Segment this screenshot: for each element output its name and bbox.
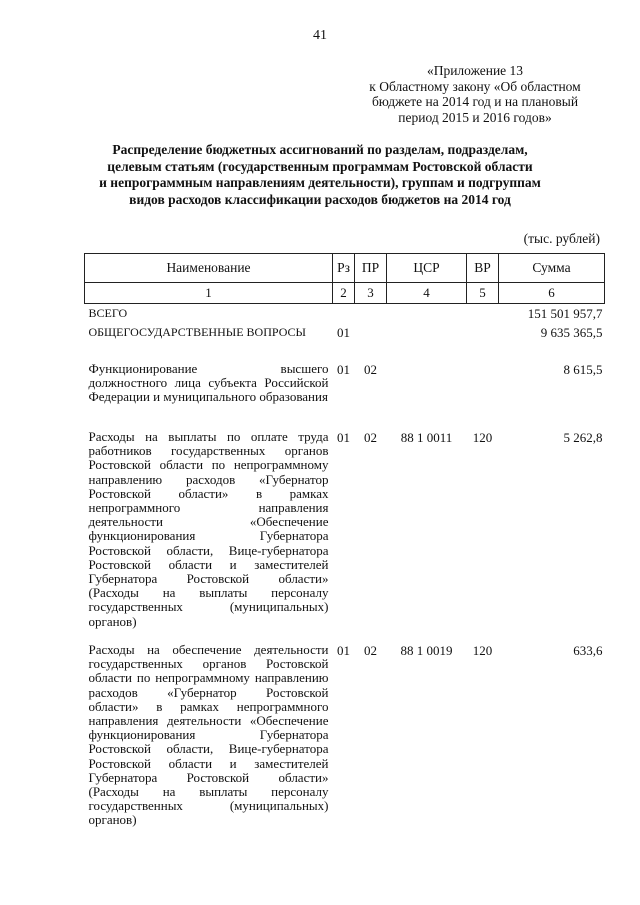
row-csr [387,304,467,324]
table-row [85,304,605,324]
appendix-header [345,63,605,125]
row-name: ОБЩЕГОСУДАРСТВЕННЫЕ ВОПРОСЫ [88,325,306,339]
appendix-line: к Областному закону «Об областном [369,78,581,94]
row-csr: 88 1 0011 [400,430,453,445]
row-vr [467,360,499,428]
row-rz [333,304,355,324]
units-label: (тыс. рублей) [523,231,600,246]
row-pr: 02 [364,430,377,445]
title-line: видов расходов классификации расходов бюджетов на 2014 год [129,191,511,207]
appendix-line: период 2015 и 2016 годов» [398,109,552,125]
header-name: Наименование [85,254,333,283]
row-sum: 151 501 957,7 [527,306,603,321]
row-csr [387,323,467,360]
document-title [60,142,580,208]
row-rz: 01 [337,362,350,377]
row-sum: 5 262,8 [563,430,603,445]
header-number: 1 [85,283,333,304]
header-sum: Сумма [499,254,605,283]
row-pr: 02 [364,362,377,377]
title-line: целевым статьям (государственным программам Ростовской области [107,158,533,174]
budget-table [84,253,605,858]
row-pr [355,323,387,360]
row-sum: 8 615,5 [563,362,603,377]
row-name: Функционирование высшего должностного лица субъекта Российской Федерации и муниципального образования [88,361,329,405]
table-row [85,428,605,641]
header-number: 6 [499,283,605,304]
row-csr [387,360,467,428]
header-number: 2 [333,283,355,304]
row-pr: 02 [364,643,377,658]
title-line: и непрограммным направлениям деятельности), группам и подгруппам [99,175,541,190]
row-name: Расходы на обеспечение деятельности государственных органов Ростовской области по непрограммному направлению расходов «Губернатор Ростовской области» в рамках непрограммного направления деятельности «Обеспечение функционирования Губернатора Ростовской области, Вице-губернатора Ростовской области и заместителей Губернатора Ростовской области» (Расходы на выплаты персоналу государственных (муниципальных) органов) [88,642,329,828]
header-pr: ПР [355,254,387,283]
row-rz: 01 [337,643,350,658]
table-row [85,360,605,428]
table-row [85,641,605,858]
header-number: 3 [355,283,387,304]
row-vr: 120 [472,430,493,445]
row-sum: 633,6 [573,643,603,658]
row-rz: 01 [337,325,350,340]
row-name: Расходы на выплаты по оплате труда работников государственных органов Ростовской области по непрограммному направлению расходов «Губернатор Ростовской области» в рамках непрограммного направления деятельности «Обеспечение функционирования Губернатора Ростовской области, Вице-губернатора Ростовской области и заместителей Губернатора Ростовской области» (Расходы на выплаты персоналу государственных (муниципальных) органов) [88,429,329,629]
header-rz: Рз [333,254,355,283]
header-csr: ЦСР [387,254,467,283]
row-vr [467,304,499,324]
appendix-line: бюджете на 2014 год и на плановый [371,94,579,109]
row-rz: 01 [337,430,350,445]
table-header-row [85,254,605,283]
header-number: 5 [467,283,499,304]
appendix-line: «Приложение 13 [426,63,524,78]
row-vr [467,323,499,360]
row-csr: 88 1 0019 [400,643,453,658]
table-header-numbers-row [85,283,605,304]
title-line: Распределение бюджетных ассигнований по разделам, подразделам, [112,142,528,157]
table-row [85,323,605,360]
header-vr: ВР [467,254,499,283]
row-sum: 9 635 365,5 [540,325,603,340]
row-name: ВСЕГО [88,306,128,320]
header-number: 4 [387,283,467,304]
row-vr: 120 [472,643,493,658]
row-pr [355,304,387,324]
page-number: 41 [313,28,327,43]
